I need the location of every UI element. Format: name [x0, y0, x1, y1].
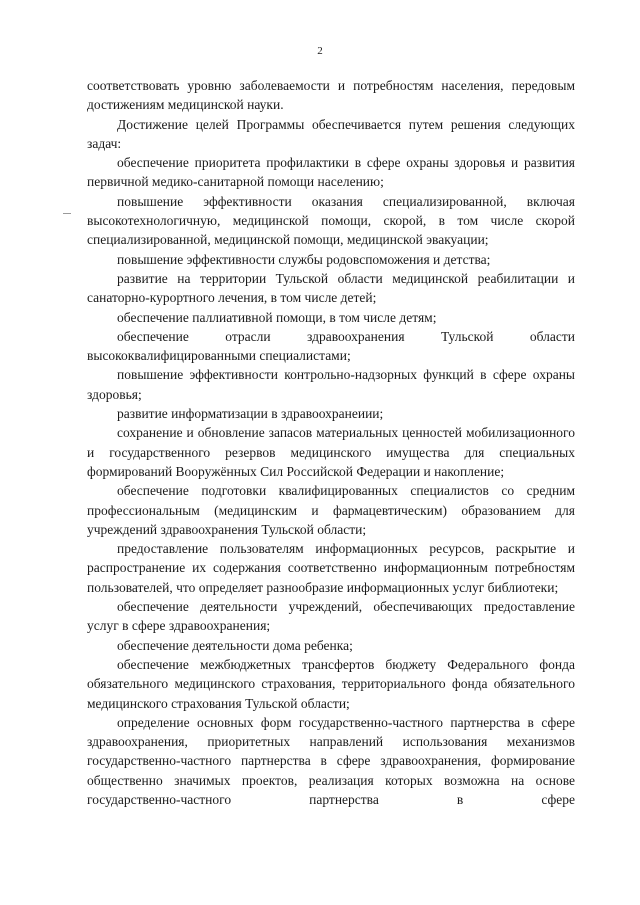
paragraph: обеспечение деятельности дома ребенка;	[117, 637, 353, 653]
body-text	[87, 76, 575, 809]
paragraph: повышение эффективности службы родовспоможения и детства;	[117, 251, 491, 267]
paragraph: определение основных форм государственно-частного партнерства в сфере здравоохранения, приоритетных направлений использования механизмов государственно-частного партнерства в сфере здравоохранения, формирование общественно значимых проектов, реализация которых возможна на основе государственно-частного партнерства в сфере	[87, 714, 575, 807]
paragraph: обеспечение деятельности учреждений, обеспечивающих предоставление услуг в сфере здравоохранения;	[87, 599, 575, 634]
paragraph: обеспечение межбюджетных трансфертов бюджету Федерального фонда обязательного медицинского страхования, территориального фонда обязательного медицинского страхования Тульской области;	[87, 656, 575, 711]
paragraph: повышение эффективности оказания специализированной, включая высокотехнологичную, медицинской помощи, скорой, в том числе скорой специализированной, медицинской помощи, медицинской эвакуации;	[87, 193, 575, 248]
paragraph: сохранение и обновление запасов материальных ценностей мобилизационного и государственного резервов медицинского имущества для специальных формирований Вооружённых Сил Российской Федерации и накопление;	[87, 425, 575, 479]
paragraph: обеспечение паллиативной помощи, в том числе детям;	[117, 309, 437, 325]
margin-mark	[63, 213, 71, 214]
paragraph: развитие информатизации в здравоохранеиии;	[117, 406, 384, 422]
paragraph: предоставление пользователям информационных ресурсов, раскрытие и распространение их содержания соответственно информационным потребностям пользователей, что определяет разнообразие информационных услуг библиотеки;	[87, 541, 575, 595]
paragraph: обеспечение приоритета профилактики в сфере охраны здоровья и развития первичной медико-санитарной помощи населению;	[87, 155, 575, 190]
paragraph: Достижение целей Программы обеспечивается путем решения следующих задач:	[87, 116, 575, 151]
paragraph: развитие на территории Тульской области медицинской реабилитации и санаторно-курортного лечения, в том числе детей;	[87, 270, 575, 306]
paragraph: соответствовать уровню заболеваемости и потребностям населения, передовым достижениям медицинской науки.	[87, 78, 575, 113]
page-number: 2	[317, 45, 323, 57]
paragraph: обеспечение подготовки квалифицированных специалистов со средним профессиональным (медицинским и фармацевтическим) образованием для учреждений здравоохранения Тульской области;	[87, 483, 575, 537]
paragraph: повышение эффективности контрольно-надзорных функций в сфере охраны здоровья;	[87, 367, 575, 402]
paragraph: обеспечение отрасли здравоохранения Тульской области высококвалифицированными специалистами;	[87, 328, 575, 364]
